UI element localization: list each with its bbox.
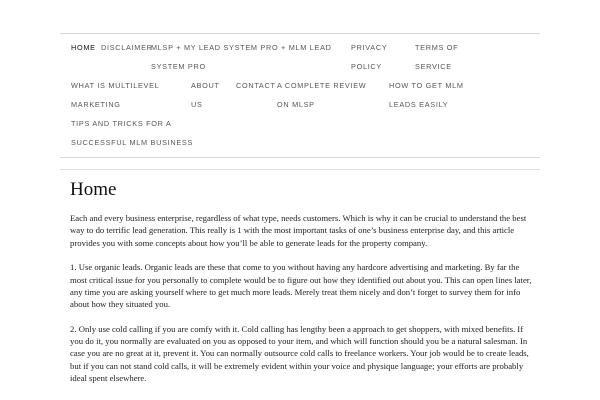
nav-home[interactable]: HOME xyxy=(71,43,96,52)
nav-about-us[interactable]: ABOUT US xyxy=(191,81,220,109)
page-content xyxy=(70,212,532,397)
nav-top-border xyxy=(60,33,540,34)
nav-complete-review-mlsp[interactable]: A COMPLETE REVIEW ON MLSP xyxy=(277,81,367,109)
content-paragraph: 1. Use organic leads. Organic leads are these that come to you without having any hardcore advertising and marketing. By far the most critical issue for you personally to complete would be to figure out how they identified out about you. This can open lines later, any time you are asking yourself where to get much more leads. Merely treat them nicely and don’t forget to survey them for info about how they situated you. xyxy=(70,262,532,310)
nav-disclaimer[interactable]: DISCLAIMER xyxy=(101,43,153,52)
nav-bottom-border xyxy=(60,157,540,158)
nav-contact[interactable]: CONTACT xyxy=(236,81,276,90)
nav-terms-of-service[interactable]: TERMS OF SERVICE xyxy=(415,43,459,71)
content-divider xyxy=(60,169,540,170)
nav-tips-and-tricks[interactable]: TIPS AND TRICKS FOR A SUCCESSFUL MLM BUSINESS xyxy=(71,119,194,147)
nav-how-to-get-mlm-leads[interactable]: HOW TO GET MLM LEADS EASILY xyxy=(389,81,464,109)
nav-privacy-policy[interactable]: PRIVACY POLICY xyxy=(351,43,388,71)
content-paragraph: Each and every business enterprise, regardless of what type, needs customers. Which is why it can be crucial to understand the best way to do terrific lead generation. This really is 1 with the most important tasks of one’s business enterprise day, and this article provides you with some concepts about how you’ll be able to generate leads for the property company. xyxy=(70,213,527,248)
nav-what-is-multilevel-marketing[interactable]: WHAT IS MULTILEVEL MARKETING xyxy=(71,81,160,109)
page-title: Home xyxy=(70,179,117,200)
content-paragraph: 2. Only use cold calling if you are comfy with it. Cold calling has lengthy been a approach to get shoppers, with mixed benefits. If you do it, you normally are evaluated on you as opposed to your item, and which will function should you be a natural salesman. In case you are no great at it, prevent it. You can normally outsource cold calls to freelance workers. Your job would be to create leads, but if you can not stand cold calls, it will be extremely evident within your voice and physique language; your efforts are probably ideal spent elsewhere. xyxy=(70,323,529,384)
nav-mlsp[interactable]: MLSP + MY LEAD SYSTEM PRO + MLM LEAD SYSTEM PRO xyxy=(151,43,332,71)
